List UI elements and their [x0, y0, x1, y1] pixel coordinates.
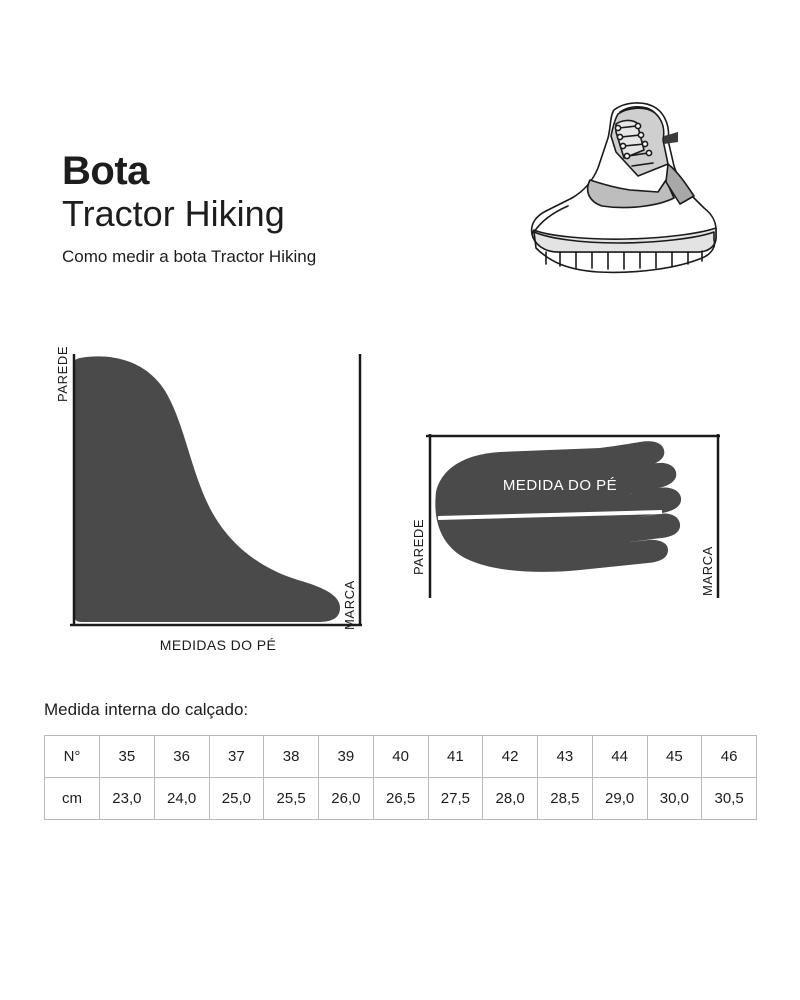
table-cell-cm: 25,0	[209, 778, 264, 820]
side-label-marca: MARCA	[342, 580, 357, 630]
table-row-centimeters	[45, 778, 757, 820]
top-label-parede: PAREDE	[411, 518, 426, 575]
table-cell-cm: 25,5	[264, 778, 319, 820]
foot-top-view-diagram	[390, 420, 760, 620]
foot-side-view-diagram	[40, 340, 390, 670]
table-cell-size: 41	[428, 736, 483, 778]
top-label-medida-do-pe: MEDIDA DO PÉ	[502, 477, 618, 494]
side-label-parede: PAREDE	[55, 345, 70, 402]
table-cell-size: 37	[209, 736, 264, 778]
table-cell-cm: 26,0	[319, 778, 374, 820]
table-cell-size: 42	[483, 736, 538, 778]
table-cell-size: 38	[264, 736, 319, 778]
page-description: Como medir a bota Tractor Hiking	[62, 246, 317, 266]
row-label-size: N°	[45, 736, 100, 778]
page-title: Bota	[62, 149, 149, 193]
table-cell-size: 45	[647, 736, 702, 778]
hiking-boot-illustration	[498, 80, 758, 300]
table-cell-size: 40	[373, 736, 428, 778]
table-cell-size: 46	[702, 736, 757, 778]
table-cell-cm: 27,5	[428, 778, 483, 820]
table-row-sizes	[45, 736, 757, 778]
foot-top-shape	[435, 441, 681, 572]
table-cell-size: 43	[538, 736, 593, 778]
page-subtitle: Tractor Hiking	[62, 193, 285, 234]
table-heading: Medida interna do calçado:	[44, 700, 249, 719]
table-cell-cm: 23,0	[100, 778, 155, 820]
page-header	[62, 150, 482, 268]
size-chart-table	[44, 735, 757, 820]
foot-side-shape	[74, 356, 340, 622]
table-cell-cm: 30,5	[702, 778, 757, 820]
table-cell-size: 35	[100, 736, 155, 778]
table-cell-cm: 28,0	[483, 778, 538, 820]
table-cell-cm: 26,5	[373, 778, 428, 820]
row-label-cm: cm	[45, 778, 100, 820]
table-cell-cm: 30,0	[647, 778, 702, 820]
side-label-medidas-do-pe: MEDIDAS DO PÉ	[159, 637, 277, 653]
top-label-marca: MARCA	[700, 546, 715, 596]
table-cell-size: 36	[154, 736, 209, 778]
table-cell-cm: 29,0	[592, 778, 647, 820]
table-cell-size: 44	[592, 736, 647, 778]
table-cell-cm: 28,5	[538, 778, 593, 820]
table-cell-cm: 24,0	[154, 778, 209, 820]
table-cell-size: 39	[319, 736, 374, 778]
